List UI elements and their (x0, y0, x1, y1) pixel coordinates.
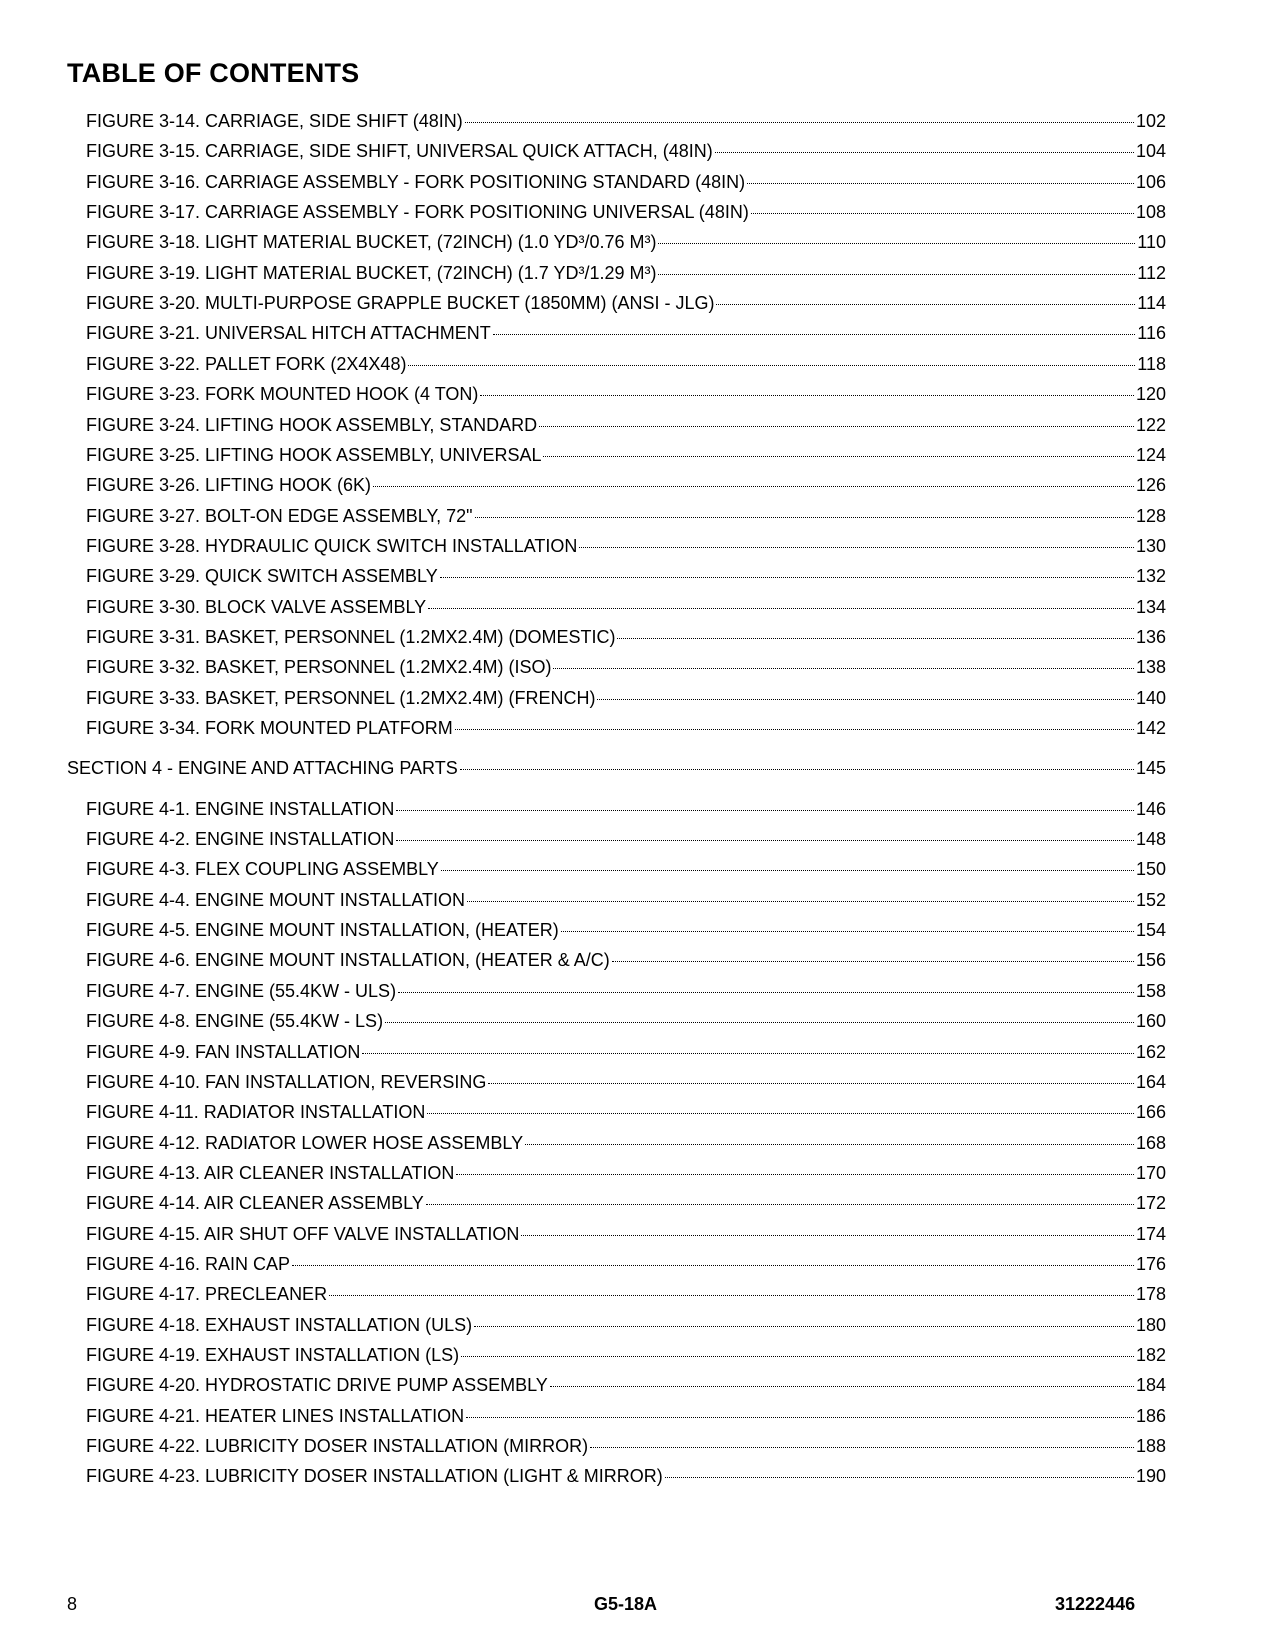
toc-entry-label: FIGURE 3-21. UNIVERSAL HITCH ATTACHMENT (86, 323, 491, 343)
toc-entry[interactable] (86, 827, 1166, 851)
dot-leader (550, 1386, 1134, 1387)
toc-entry-label: FIGURE 3-17. CARRIAGE ASSEMBLY - FORK POSITIONING UNIVERSAL (48IN) (86, 202, 749, 222)
toc-entry[interactable] (86, 443, 1166, 467)
toc-entry-label: FIGURE 3-30. BLOCK VALVE ASSEMBLY (86, 597, 427, 617)
toc-entry[interactable] (86, 1100, 1166, 1124)
toc-entry-page: 145 (1135, 758, 1166, 778)
toc-entry-label: FIGURE 4-8. ENGINE (55.4KW - LS) (86, 1011, 384, 1031)
toc-entry-page: 184 (1135, 1375, 1166, 1395)
toc-entry[interactable] (86, 1070, 1166, 1094)
toc-entry-label: FIGURE 4-12. RADIATOR LOWER HOSE ASSEMBLY (86, 1133, 524, 1153)
toc-entry-label: FIGURE 4-16. RAIN CAP (86, 1254, 291, 1274)
toc-entry-label: FIGURE 3-24. LIFTING HOOK ASSEMBLY, STANDARD (86, 415, 538, 435)
toc-entry-label: FIGURE 3-18. LIGHT MATERIAL BUCKET, (72INCH) (1.0 YD³/0.76 M³) (86, 232, 657, 252)
toc-entry-page: 168 (1135, 1133, 1166, 1153)
toc-entry-page: 176 (1135, 1254, 1166, 1274)
toc-entry-page: 158 (1135, 981, 1166, 1001)
toc-entry-page: 136 (1135, 627, 1166, 647)
toc-entry[interactable] (86, 352, 1166, 376)
dot-leader (396, 810, 1134, 811)
toc-entry-label: FIGURE 3-19. LIGHT MATERIAL BUCKET, (72INCH) (1.7 YD³/1.29 M³) (86, 263, 657, 283)
toc-entry-page: 142 (1135, 718, 1166, 738)
dot-leader (716, 304, 1135, 305)
page-title: TABLE OF CONTENTS (67, 58, 360, 88)
toc-entry[interactable] (86, 321, 1166, 345)
toc-entry-label: FIGURE 3-25. LIFTING HOOK ASSEMBLY, UNIVERSAL (86, 445, 542, 465)
toc-entry-page: 110 (1137, 232, 1166, 252)
toc-entry-page: 134 (1135, 597, 1166, 617)
dot-leader (597, 699, 1134, 700)
toc-entry[interactable] (86, 473, 1166, 497)
dot-leader (398, 992, 1134, 993)
toc-entry[interactable] (86, 686, 1166, 710)
toc-entry[interactable] (86, 1009, 1166, 1033)
toc-entry[interactable] (86, 888, 1166, 912)
dot-leader (553, 668, 1134, 669)
dot-leader (543, 456, 1133, 457)
toc-entry-label: FIGURE 3-16. CARRIAGE ASSEMBLY - FORK POSITIONING STANDARD (48IN) (86, 172, 746, 192)
toc-entry[interactable] (86, 1252, 1166, 1276)
toc-entry-label: FIGURE 4-11. RADIATOR INSTALLATION (86, 1102, 426, 1122)
toc-entry-label: FIGURE 3-20. MULTI-PURPOSE GRAPPLE BUCKET (1850MM) (ANSI - JLG) (86, 293, 715, 313)
toc-entry-page: 170 (1135, 1163, 1166, 1183)
dot-leader (427, 1113, 1134, 1114)
toc-entry-page: 138 (1135, 657, 1166, 677)
toc-entry[interactable] (86, 1373, 1166, 1397)
dot-leader (539, 426, 1134, 427)
toc-entry-page: 164 (1135, 1072, 1166, 1092)
toc-entry-label: FIGURE 4-22. LUBRICITY DOSER INSTALLATION (MIRROR) (86, 1436, 589, 1456)
toc-entry-page: 152 (1135, 890, 1166, 910)
dot-leader (747, 183, 1134, 184)
dot-leader (493, 334, 1136, 335)
dot-leader (488, 1083, 1134, 1084)
toc-entry-label: FIGURE 4-18. EXHAUST INSTALLATION (ULS) (86, 1315, 473, 1335)
toc-entry-label: FIGURE 3-26. LIFTING HOOK (6K) (86, 475, 372, 495)
dot-leader (579, 547, 1134, 548)
dot-leader (521, 1235, 1134, 1236)
toc-entry[interactable] (86, 797, 1166, 821)
dot-leader (466, 1417, 1134, 1418)
dot-leader (590, 1447, 1134, 1448)
toc-entry[interactable] (86, 1131, 1166, 1155)
toc-entry-label: FIGURE 4-17. PRECLEANER (86, 1284, 328, 1304)
toc-entry-label: FIGURE 3-31. BASKET, PERSONNEL (1.2MX2.4M) (DOMESTIC) (86, 627, 616, 647)
dot-leader (373, 486, 1134, 487)
dot-leader (408, 365, 1135, 366)
toc-entry-label: FIGURE 4-6. ENGINE MOUNT INSTALLATION, (HEATER & A/C) (86, 950, 610, 970)
toc-entry-label: FIGURE 4-13. AIR CLEANER INSTALLATION (86, 1163, 455, 1183)
toc-entry-label: FIGURE 3-15. CARRIAGE, SIDE SHIFT, UNIVERSAL QUICK ATTACH, (48IN) (86, 141, 713, 161)
toc-entry-label: FIGURE 4-21. HEATER LINES INSTALLATION (86, 1406, 465, 1426)
dot-leader (480, 395, 1134, 396)
dot-leader (455, 729, 1134, 730)
toc-entry[interactable] (86, 948, 1166, 972)
toc-entry-label: FIGURE 3-22. PALLET FORK (2X4X48) (86, 354, 407, 374)
toc-entry-page: 146 (1135, 799, 1166, 819)
toc-entry-page: 174 (1135, 1224, 1166, 1244)
toc-entry-label: FIGURE 3-34. FORK MOUNTED PLATFORM (86, 718, 453, 738)
dot-leader (460, 769, 1134, 770)
toc-entry-label: FIGURE 3-28. HYDRAULIC QUICK SWITCH INSTALLATION (86, 536, 578, 556)
toc-entry[interactable] (86, 1313, 1166, 1337)
toc-entry-label: FIGURE 4-20. HYDROSTATIC DRIVE PUMP ASSEMBLY (86, 1375, 548, 1395)
toc-entry-page: 130 (1135, 536, 1166, 556)
toc-entry-page: 126 (1135, 475, 1166, 495)
footer-page-number: 8 (67, 1594, 78, 1614)
toc-entry-label: FIGURE 4-2. ENGINE INSTALLATION (86, 829, 395, 849)
dot-leader (525, 1144, 1134, 1145)
dot-leader (751, 213, 1134, 214)
toc-entry-label: FIGURE 4-9. FAN INSTALLATION (86, 1042, 361, 1062)
dot-leader (612, 961, 1134, 962)
toc-entry-page: 120 (1135, 384, 1166, 404)
toc-entry-page: 148 (1135, 829, 1166, 849)
toc-entry[interactable] (86, 918, 1166, 942)
toc-entry[interactable] (86, 1040, 1166, 1064)
toc-entry-label: FIGURE 4-23. LUBRICITY DOSER INSTALLATION (LIGHT & MIRROR) (86, 1466, 663, 1486)
dot-leader (426, 1204, 1134, 1205)
toc-entry[interactable] (86, 1343, 1166, 1367)
toc-entry-page: 128 (1135, 506, 1166, 526)
toc-entry-label: FIGURE 3-33. BASKET, PERSONNEL (1.2MX2.4M) (FRENCH) (86, 688, 596, 708)
toc-entry-page: 118 (1137, 354, 1166, 374)
toc-entry-page: 166 (1135, 1102, 1166, 1122)
dot-leader (396, 840, 1134, 841)
toc-entry[interactable] (86, 1434, 1166, 1458)
toc-entry[interactable] (86, 534, 1166, 558)
toc-entry[interactable] (86, 1222, 1166, 1246)
toc-entry-page: 102 (1135, 111, 1166, 131)
toc-entry[interactable] (86, 261, 1166, 285)
dot-leader (561, 931, 1134, 932)
toc-entry-label: FIGURE 4-4. ENGINE MOUNT INSTALLATION (86, 890, 466, 910)
toc-entry-label: FIGURE 4-3. FLEX COUPLING ASSEMBLY (86, 859, 439, 879)
toc-entry-label: FIGURE 4-7. ENGINE (55.4KW - ULS) (86, 981, 397, 1001)
toc-entry-page: 114 (1137, 293, 1166, 313)
toc-entry-page: 190 (1135, 1466, 1166, 1486)
toc-entry[interactable] (86, 564, 1166, 588)
toc-entry[interactable] (86, 625, 1166, 649)
dot-leader (362, 1053, 1134, 1054)
toc-entry-label: FIGURE 4-19. EXHAUST INSTALLATION (LS) (86, 1345, 460, 1365)
toc-entry-label: FIGURE 4-14. AIR CLEANER ASSEMBLY (86, 1193, 424, 1213)
toc-entry-page: 156 (1135, 950, 1166, 970)
toc-entry[interactable] (86, 382, 1166, 406)
toc-entry[interactable] (86, 655, 1166, 679)
dot-leader (665, 1477, 1134, 1478)
toc-entry[interactable] (86, 1191, 1166, 1215)
toc-entry[interactable] (86, 716, 1166, 740)
toc-entry[interactable] (86, 1161, 1166, 1185)
toc-section-entry[interactable] (67, 756, 1166, 780)
dot-leader (292, 1265, 1134, 1266)
dot-leader (474, 1326, 1134, 1327)
toc-entry-label: FIGURE 4-15. AIR SHUT OFF VALVE INSTALLATION (86, 1224, 520, 1244)
toc-entry-page: 162 (1135, 1042, 1166, 1062)
dot-leader (456, 1174, 1134, 1175)
toc-entry-label: FIGURE 3-32. BASKET, PERSONNEL (1.2MX2.4M) (ISO) (86, 657, 552, 677)
toc-entry[interactable] (86, 1464, 1166, 1488)
toc-entry-page: 172 (1135, 1193, 1166, 1213)
toc-entry[interactable] (86, 413, 1166, 437)
toc-entry[interactable] (86, 595, 1166, 619)
dot-leader (658, 243, 1135, 244)
toc-entry-label: SECTION 4 - ENGINE AND ATTACHING PARTS (67, 758, 458, 778)
toc-entry-page: 124 (1135, 445, 1166, 465)
toc-entry-page: 180 (1135, 1315, 1166, 1335)
toc-entry-page: 106 (1135, 172, 1166, 192)
toc-entry[interactable] (86, 979, 1166, 1003)
toc-entry[interactable] (86, 1404, 1166, 1428)
dot-leader (617, 638, 1134, 639)
dot-leader (467, 901, 1134, 902)
toc-entry-label: FIGURE 3-29. QUICK SWITCH ASSEMBLY (86, 566, 438, 586)
dot-leader (428, 608, 1134, 609)
footer-model: G5-18A (594, 1594, 658, 1614)
footer-doc-number: 31222446 (1055, 1594, 1136, 1614)
toc-entry[interactable] (86, 504, 1166, 528)
toc-entry-page: 154 (1135, 920, 1166, 940)
toc-entry-label: FIGURE 4-1. ENGINE INSTALLATION (86, 799, 395, 819)
toc-entry-page: 122 (1135, 415, 1166, 435)
toc-entry-page: 116 (1137, 323, 1166, 343)
toc-entry[interactable] (86, 170, 1166, 194)
dot-leader (441, 870, 1134, 871)
dot-leader (465, 122, 1134, 123)
toc-entry-page: 182 (1135, 1345, 1166, 1365)
dot-leader (715, 152, 1134, 153)
toc-entry-page: 132 (1135, 566, 1166, 586)
toc-entry[interactable] (86, 230, 1166, 254)
toc-entry-label: FIGURE 3-14. CARRIAGE, SIDE SHIFT (48IN) (86, 111, 463, 131)
toc-entry[interactable] (86, 291, 1166, 315)
toc-entry-page: 160 (1135, 1011, 1166, 1031)
dot-leader (461, 1356, 1134, 1357)
dot-leader (385, 1022, 1134, 1023)
toc-entry[interactable] (86, 1282, 1166, 1306)
toc-entry-page: 112 (1137, 263, 1166, 283)
toc-entry-page: 108 (1135, 202, 1166, 222)
toc-entry-page: 178 (1135, 1284, 1166, 1304)
dot-leader (329, 1295, 1134, 1296)
toc-entry[interactable] (86, 857, 1166, 881)
toc-entry-page: 104 (1135, 141, 1166, 161)
toc-entry-page: 150 (1135, 859, 1166, 879)
toc-entry-label: FIGURE 3-23. FORK MOUNTED HOOK (4 TON) (86, 384, 479, 404)
toc-entry-page: 140 (1135, 688, 1166, 708)
toc-entry-label: FIGURE 4-5. ENGINE MOUNT INSTALLATION, (HEATER) (86, 920, 559, 940)
dot-leader (658, 274, 1135, 275)
toc-entry-label: FIGURE 4-10. FAN INSTALLATION, REVERSING (86, 1072, 487, 1092)
toc-entry[interactable] (86, 200, 1166, 224)
dot-leader (475, 517, 1134, 518)
toc-entry-page: 188 (1135, 1436, 1166, 1456)
toc-entry[interactable] (86, 139, 1166, 163)
toc-entry-label: FIGURE 3-27. BOLT-ON EDGE ASSEMBLY, 72" (86, 506, 473, 526)
toc-entry[interactable] (86, 109, 1166, 133)
toc-entry-page: 186 (1135, 1406, 1166, 1426)
dot-leader (440, 577, 1134, 578)
